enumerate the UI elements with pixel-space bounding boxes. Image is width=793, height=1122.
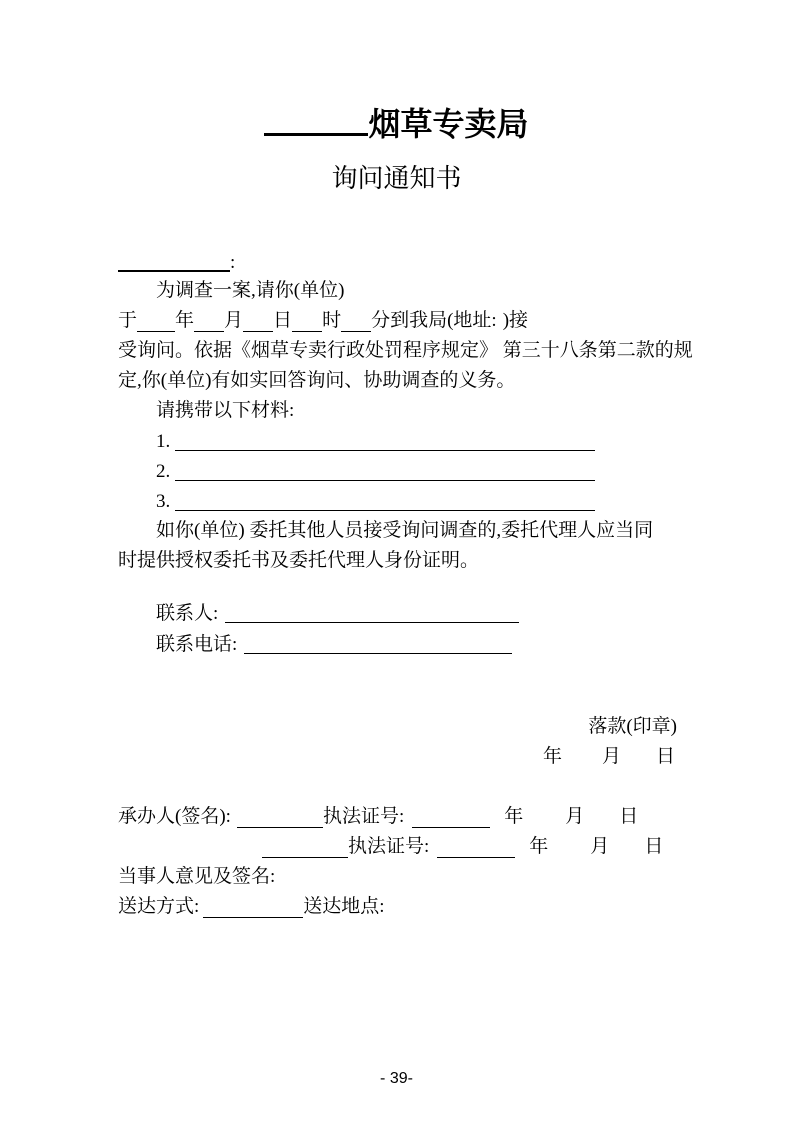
license-label: 执法证号: bbox=[322, 806, 405, 827]
contact-phone-row bbox=[118, 629, 681, 660]
footer-section bbox=[118, 802, 681, 922]
contact-section bbox=[118, 598, 681, 660]
license-number-blank-field bbox=[412, 802, 490, 828]
license-number-blank-field bbox=[437, 832, 515, 858]
contact-person-row bbox=[118, 598, 681, 629]
case-row bbox=[118, 276, 681, 306]
handler-year: 年 bbox=[504, 806, 524, 827]
delivery-row bbox=[118, 892, 681, 922]
date-day: 日 bbox=[273, 310, 293, 331]
delivery-location-label: 送达地点: bbox=[303, 896, 385, 917]
materials-intro: 请携带以下材料: bbox=[156, 400, 295, 421]
license-label: 执法证号: bbox=[348, 836, 430, 857]
seal-label: 落款(印章) bbox=[588, 716, 677, 737]
paragraph2-line2: 时提供授权委托书及委托代理人身份证明。 bbox=[118, 550, 480, 571]
title-text: 烟草专卖局 bbox=[368, 106, 529, 142]
signoff-section bbox=[118, 712, 681, 772]
hour-blank-field bbox=[292, 306, 322, 332]
handler-row-1 bbox=[118, 802, 681, 832]
party-opinion-row bbox=[118, 862, 681, 892]
page-number: - 39- bbox=[380, 1070, 413, 1087]
title-blank-line bbox=[264, 132, 368, 136]
date-year: 年 bbox=[175, 310, 195, 331]
material-item-row bbox=[118, 486, 681, 516]
handler-signature-blank-field bbox=[237, 802, 323, 828]
investigate-prefix: 为调查 bbox=[156, 280, 214, 301]
contact-phone-label: 联系电话: bbox=[156, 634, 238, 655]
signoff-year: 年 bbox=[542, 746, 562, 767]
paragraph1-line4: 定,你(单位)有如实回答询问、协助调查的义务。 bbox=[118, 370, 516, 391]
party-opinion-label: 当事人意见及签名: bbox=[118, 866, 276, 887]
contact-person-label: 联系人: bbox=[156, 603, 219, 624]
date-month: 月 bbox=[224, 310, 244, 331]
document-subtitle: 询问通知书 bbox=[331, 163, 462, 193]
day-blank-field bbox=[243, 306, 273, 332]
case-suffix: 一案,请你(单位) bbox=[213, 280, 345, 301]
handler-row-2 bbox=[118, 832, 681, 862]
material-item-number: 1. bbox=[156, 431, 171, 452]
handler-name-label: 承办人(签名): bbox=[118, 806, 231, 827]
salutation-blank-field bbox=[118, 250, 230, 272]
month-blank-field bbox=[194, 306, 224, 332]
contact-person-blank-field bbox=[225, 602, 519, 623]
handler-month: 月 bbox=[590, 836, 610, 857]
year-blank-field bbox=[137, 306, 175, 332]
date-close-paren: )接 bbox=[502, 310, 529, 331]
date-minute-to: 分到我局(地址: bbox=[371, 310, 497, 331]
signoff-month: 月 bbox=[601, 746, 621, 767]
handler-day: 日 bbox=[644, 836, 664, 857]
date-row bbox=[118, 306, 681, 336]
document-body bbox=[118, 246, 693, 576]
delivery-method-label: 送达方式: bbox=[118, 896, 200, 917]
document-title bbox=[0, 102, 793, 146]
date-hour: 时 bbox=[322, 310, 342, 331]
delivery-method-blank-field bbox=[203, 892, 303, 918]
material-item-row bbox=[118, 456, 681, 486]
paragraph2-line1: 如你(单位) 委托其他人员接受询问调查的,委托代理人应当同 bbox=[156, 520, 654, 541]
signoff-date-row bbox=[118, 742, 681, 772]
date-yu: 于 bbox=[118, 310, 138, 331]
signoff-day: 日 bbox=[655, 746, 675, 767]
handler-month: 月 bbox=[565, 806, 585, 827]
handler-day: 日 bbox=[619, 806, 639, 827]
material-item-number: 2. bbox=[156, 461, 171, 482]
contact-phone-blank-field bbox=[244, 633, 512, 654]
handler-signature-blank-field bbox=[262, 832, 348, 858]
paragraph1-line3: 受询问。依据《烟草专卖行政处罚程序规定》 第三十八条第二款的规 bbox=[118, 340, 693, 361]
salutation-colon: : bbox=[230, 252, 236, 273]
material-blank-field bbox=[175, 430, 595, 451]
handler-year: 年 bbox=[529, 836, 549, 857]
salutation-row bbox=[118, 246, 681, 276]
minute-blank-field bbox=[341, 306, 371, 332]
material-item-row bbox=[118, 426, 681, 456]
material-item-number: 3. bbox=[156, 491, 171, 512]
material-blank-field bbox=[175, 490, 595, 511]
material-blank-field bbox=[175, 460, 595, 481]
